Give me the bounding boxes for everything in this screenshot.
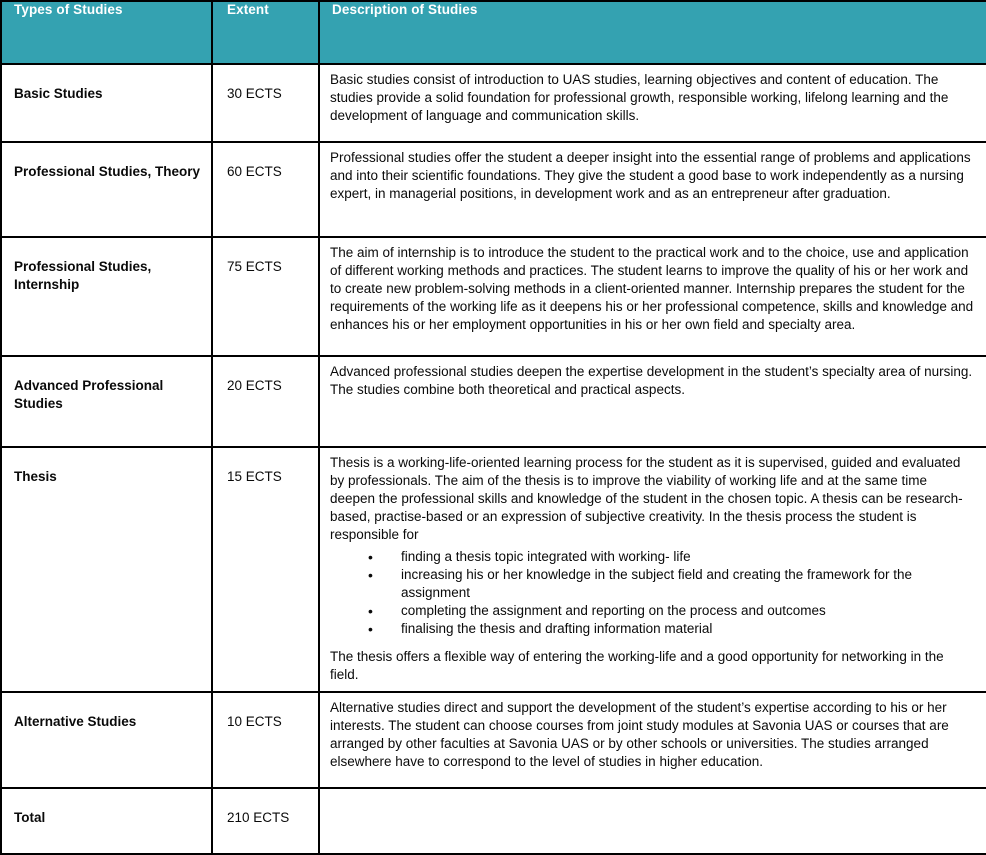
description-text: Professional studies offer the student a deeper insight into the essential range of problems and applications and into their scientific foundations. They give the student a good base to work independently as a nursing expert, in managerial positions, in development work and as an entrepreneur after graduation.	[330, 150, 971, 201]
description-cell	[319, 788, 986, 854]
description-cell	[319, 64, 986, 142]
list-item: • increasing his or her knowledge in the subject field and creating the framework for the assignment	[368, 566, 974, 602]
header-description-of-studies: Description of Studies	[319, 1, 986, 64]
extent-cell: 210 ECTS	[212, 788, 319, 854]
table-row-total	[1, 788, 986, 854]
list-item: • completing the assignment and reporting on the process and outcomes	[368, 602, 974, 620]
header-extent: Extent	[212, 1, 319, 64]
table-row-professional-internship	[1, 237, 986, 356]
extent-cell: 60 ECTS	[212, 142, 319, 237]
type-cell: Professional Studies, Internship	[1, 237, 212, 356]
type-cell: Alternative Studies	[1, 692, 212, 788]
header-types-of-studies: Types of Studies	[1, 1, 212, 64]
type-cell: Advanced Professional Studies	[1, 356, 212, 447]
extent-cell: 30 ECTS	[212, 64, 319, 142]
description-text: Alternative studies direct and support the development of the student’s expertise according to his or her interests. The student can choose courses from joint study modules at Savonia UAS or courses that are arranged by other faculties at Savonia UAS or by other schools or universities. The studies arranged elsewhere have to correspond to the level of studies in higher education.	[330, 700, 949, 769]
header-row	[1, 1, 986, 64]
list-item: • finding a thesis topic integrated with working- life	[368, 548, 974, 566]
type-cell: Thesis	[1, 447, 212, 692]
type-cell: Professional Studies, Theory	[1, 142, 212, 237]
type-cell: Total	[1, 788, 212, 854]
extent-cell: 75 ECTS	[212, 237, 319, 356]
description-text: Advanced professional studies deepen the expertise development in the student’s specialty area of nursing. The studies combine both theoretical and practical aspects.	[330, 364, 973, 397]
table-row-alternative-studies	[1, 692, 986, 788]
type-cell: Basic Studies	[1, 64, 212, 142]
table-row-basic-studies	[1, 64, 986, 142]
table-row-advanced-professional	[1, 356, 986, 447]
table-row-professional-theory	[1, 142, 986, 237]
description-outro: The thesis offers a flexible way of entering the working-life and a good opportunity for networking in the field.	[330, 649, 944, 682]
description-cell	[319, 356, 986, 447]
table-body	[1, 64, 986, 854]
description-cell	[319, 692, 986, 788]
table-header	[1, 1, 986, 64]
thesis-bullet-list	[330, 548, 974, 638]
description-intro: Thesis is a working-life-oriented learning process for the student as it is supervised, guided and evaluated by professionals. The aim of the thesis is to improve the viability of working life and at the same time deepen the professional skills and knowledge of the student in the chosen topic. A thesis can be research-based, practise-based or an expression of subjective creativity. In the thesis process the student is responsible for	[330, 455, 963, 542]
table-row-thesis	[1, 447, 986, 692]
extent-cell: 20 ECTS	[212, 356, 319, 447]
extent-cell: 10 ECTS	[212, 692, 319, 788]
extent-cell: 15 ECTS	[212, 447, 319, 692]
description-text: The aim of internship is to introduce the student to the practical work and to the choice, use and application of different working methods and practices. The student learns to improve the quality of his or her work and to create new problem-solving methods in a client-oriented manner. Internship prepares the student for the requirements of the working life as it deepens his or her professional competence, skills and knowledge and enhances his or her employment opportunities in his or her own field and specialty area.	[330, 245, 974, 332]
list-item: • finalising the thesis and drafting information material	[368, 620, 974, 638]
description-cell	[319, 237, 986, 356]
description-text: Basic studies consist of introduction to UAS studies, learning objectives and content of education. The studies provide a solid foundation for professional growth, responsible working, lifelong learning and the development of language and communication skills.	[330, 72, 949, 123]
description-cell	[319, 142, 986, 237]
description-cell	[319, 447, 986, 692]
